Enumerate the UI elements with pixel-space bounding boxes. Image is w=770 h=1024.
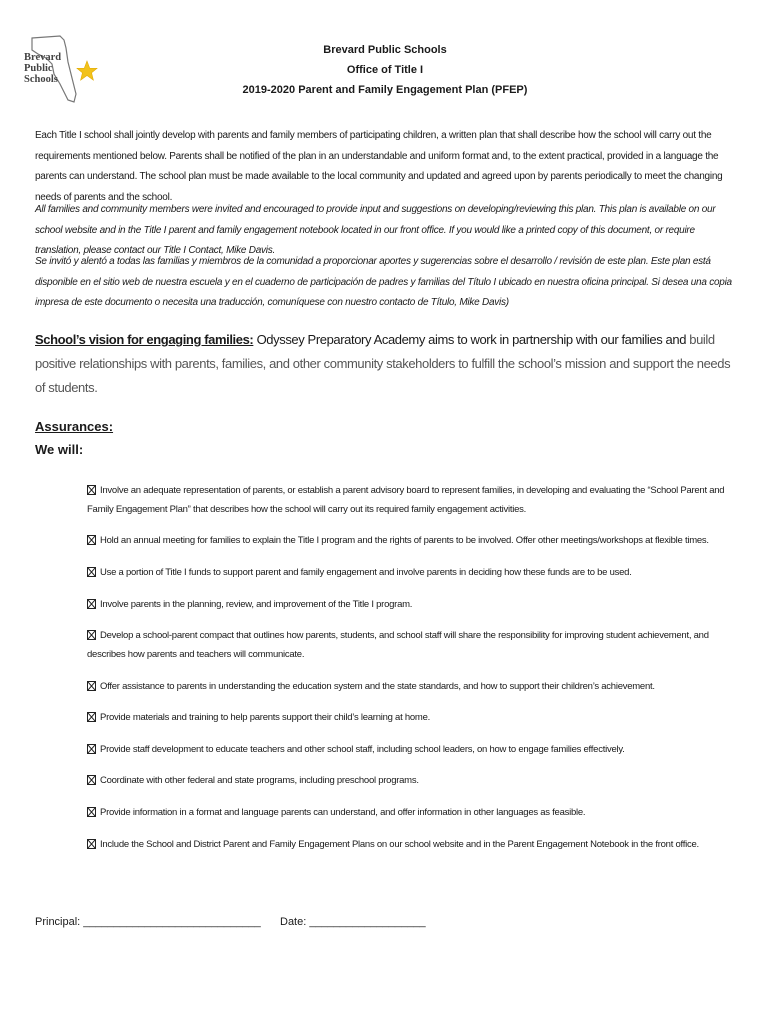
assurance-item bbox=[87, 677, 742, 696]
vision-statement bbox=[35, 328, 735, 400]
checked-box-icon[interactable] bbox=[87, 630, 96, 640]
checked-box-icon[interactable] bbox=[87, 599, 96, 609]
assurance-text: Offer assistance to parents in understanding the education system and the state standards, and how to support their children’s achievement. bbox=[100, 681, 655, 692]
checked-box-icon[interactable] bbox=[87, 775, 96, 785]
invitation-english: All families and community members were invited and encouraged to provide input and suggestions on developing/reviewing this plan. This plan is available on our school website and in the Title I parent and family engagement notebook located in our front office. If you would like a printed copy of this document, or require translation, please contact our Title I Contact, Mike Davis. bbox=[35, 204, 716, 256]
assurance-item bbox=[87, 803, 742, 822]
assurance-item bbox=[87, 740, 742, 759]
checked-box-icon[interactable] bbox=[87, 712, 96, 722]
logo-line-2: Public bbox=[24, 63, 53, 74]
assurance-item bbox=[87, 595, 742, 614]
logo-line-1: Brevard bbox=[24, 52, 62, 63]
assurances-subheading: We will: bbox=[35, 442, 84, 457]
document-header bbox=[0, 40, 770, 100]
assurance-text: Hold an annual meeting for families to explain the Title I program and the rights of parents to be involved. Offer other meetings/workshops at flexible times. bbox=[100, 535, 709, 546]
assurance-item bbox=[87, 481, 742, 519]
assurances-heading-block bbox=[35, 415, 113, 461]
intro-paragraph: Each Title I school shall jointly develop with parents and family members of participating children, a written plan that shall describe how the school will carry out the requirements mentioned below. Parents shall be notified of the plan in an understandable and uniform format and, to the extent practical, provided in a language the parents can understand. The school plan must be made available to the local community and updated and agreed upon by parents periodically to meet the changing needs of parents and the school. bbox=[35, 130, 723, 203]
vision-label: School’s vision for engaging families: bbox=[35, 332, 254, 347]
assurance-item bbox=[87, 771, 742, 790]
assurance-text: Develop a school-parent compact that outlines how parents, students, and school staff will share the responsibility for improving student achievement, and describes how parents and teachers will communicate. bbox=[87, 630, 709, 660]
logo-line-3: Schools bbox=[24, 74, 58, 85]
assurance-text: Involve parents in the planning, review, and improvement of the Title I program. bbox=[100, 599, 413, 610]
assurance-item bbox=[87, 563, 742, 582]
assurance-text: Use a portion of Title I funds to support parent and family engagement and involve parents in deciding how these funds are to be used. bbox=[100, 567, 632, 578]
header-plan-title: 2019-2020 Parent and Family Engagement Plan (PFEP) bbox=[242, 84, 528, 96]
checked-box-icon[interactable] bbox=[87, 485, 96, 495]
checked-box-icon[interactable] bbox=[87, 535, 96, 545]
checked-box-icon[interactable] bbox=[87, 744, 96, 754]
assurance-item bbox=[87, 708, 742, 727]
invitation-spanish: Se invitó y alentó a todas las familias y miembros de la comunidad a proporcionar aportes y sugerencias sobre el desarrollo / revisión de este plan. Este plan está disponible en el sitio web de nuestra escuela y en el cuaderno de participación de padres y familias del Título I ubicado en nuestra oficina principal. Si desea una copia impresa de este documento o necesita una traducción, comuníquese con nuestro contacto de Título, Mike Davis) bbox=[35, 256, 732, 308]
vision-text-b: build positive relationships with parents, families, and other community stakeholders to fulfill the school’s mission and support the needs of students. bbox=[35, 332, 731, 395]
assurances-heading: Assurances: bbox=[35, 419, 114, 434]
assurance-text: Provide information in a format and language parents can understand, and offer information in other languages as feasible. bbox=[100, 807, 586, 818]
vision-text-a: Odyssey Preparatory Academy aims to work in partnership with our families and bbox=[253, 332, 690, 347]
assurance-item bbox=[87, 531, 742, 550]
header-office: Office of Title I bbox=[346, 64, 424, 76]
checked-box-icon[interactable] bbox=[87, 567, 96, 577]
checked-box-icon[interactable] bbox=[87, 839, 96, 849]
header-district: Brevard Public Schools bbox=[323, 44, 447, 56]
date-signature-line[interactable]: Date: ___________________ bbox=[280, 916, 426, 928]
assurance-text: Coordinate with other federal and state programs, including preschool programs. bbox=[100, 775, 419, 786]
assurance-text: Provide staff development to educate teachers and other school staff, including school leaders, on how to engage families effectively. bbox=[100, 744, 625, 755]
assurance-text: Involve an adequate representation of parents, or establish a parent advisory board to represent families, in developing and evaluating the “School Parent and Family Engagement Plan” that describes how the school will carry out its required family engagement activities. bbox=[87, 485, 725, 515]
assurance-text: Provide materials and training to help parents support their child’s learning at home. bbox=[100, 712, 431, 723]
assurance-item bbox=[87, 626, 742, 664]
checked-box-icon[interactable] bbox=[87, 681, 96, 691]
checked-box-icon[interactable] bbox=[87, 807, 96, 817]
assurance-item bbox=[87, 835, 742, 854]
principal-signature-line[interactable]: Principal: _____________________________ bbox=[35, 916, 261, 928]
assurance-text: Include the School and District Parent and Family Engagement Plans on our school website and in the Parent Engagement Notebook in the front office. bbox=[100, 839, 699, 850]
